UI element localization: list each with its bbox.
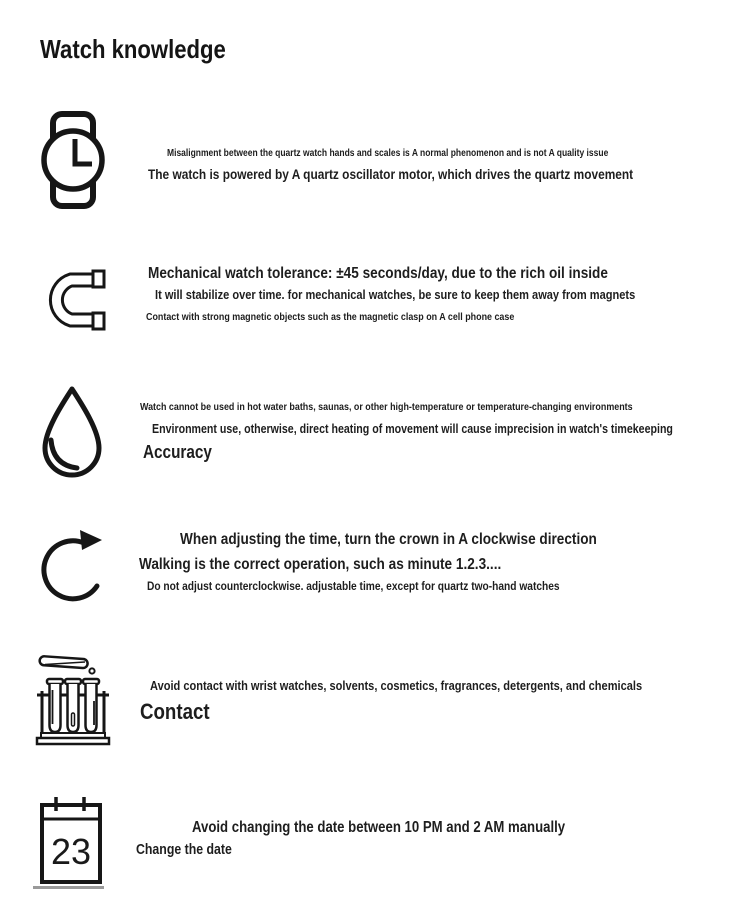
text-line: When adjusting the time, turn the crown in A clockwise direction [180,531,597,548]
text-line: Avoid changing the date between 10 PM and 2 AM manually [192,819,566,836]
magnet-icon [38,268,106,332]
bottom-cropped-bar [33,886,104,889]
text-line: Watch cannot be used in hot water baths, saunas, or other high-temperature or temperature-changing environments [140,401,633,413]
text-line: The watch is powered by A quartz oscillator motor, which drives the quartz movement [148,166,634,182]
water-drop-icon [38,384,106,482]
page-title: Watch knowledge [40,34,226,64]
section-heading: Accuracy [143,442,212,462]
text-line: Do not adjust counterclockwise. adjustable time, except for quartz two-hand watches [147,579,560,593]
text-line: Contact with strong magnetic objects such as the magnetic clasp on A cell phone case [146,311,515,323]
text-line: Avoid contact with wrist watches, solvents, cosmetics, fragrances, detergents, and chemicals [150,678,643,693]
text-line: Environment use, otherwise, direct heating of movement will cause imprecision in watch's timekeeping [152,422,673,436]
text-line: Misalignment between the quartz watch hands and scales is A normal phenomenon and is not A quality issue [167,148,609,159]
rotate-clockwise-icon [35,520,110,610]
calendar-icon [38,792,104,885]
text-line: Walking is the correct operation, such as minute 1.2.3.... [139,556,502,573]
section-heading: Contact [140,699,210,724]
text-line: Change the date [136,842,232,858]
text-line: Mechanical watch tolerance: ±45 seconds/day, due to the rich oil inside [148,265,608,282]
test-tubes-icon [34,645,112,747]
text-line: It will stabilize over time. for mechanical watches, be sure to keep them away from magnets [155,287,636,302]
watch-icon [36,110,108,210]
calendar-day: 23 [50,831,92,872]
